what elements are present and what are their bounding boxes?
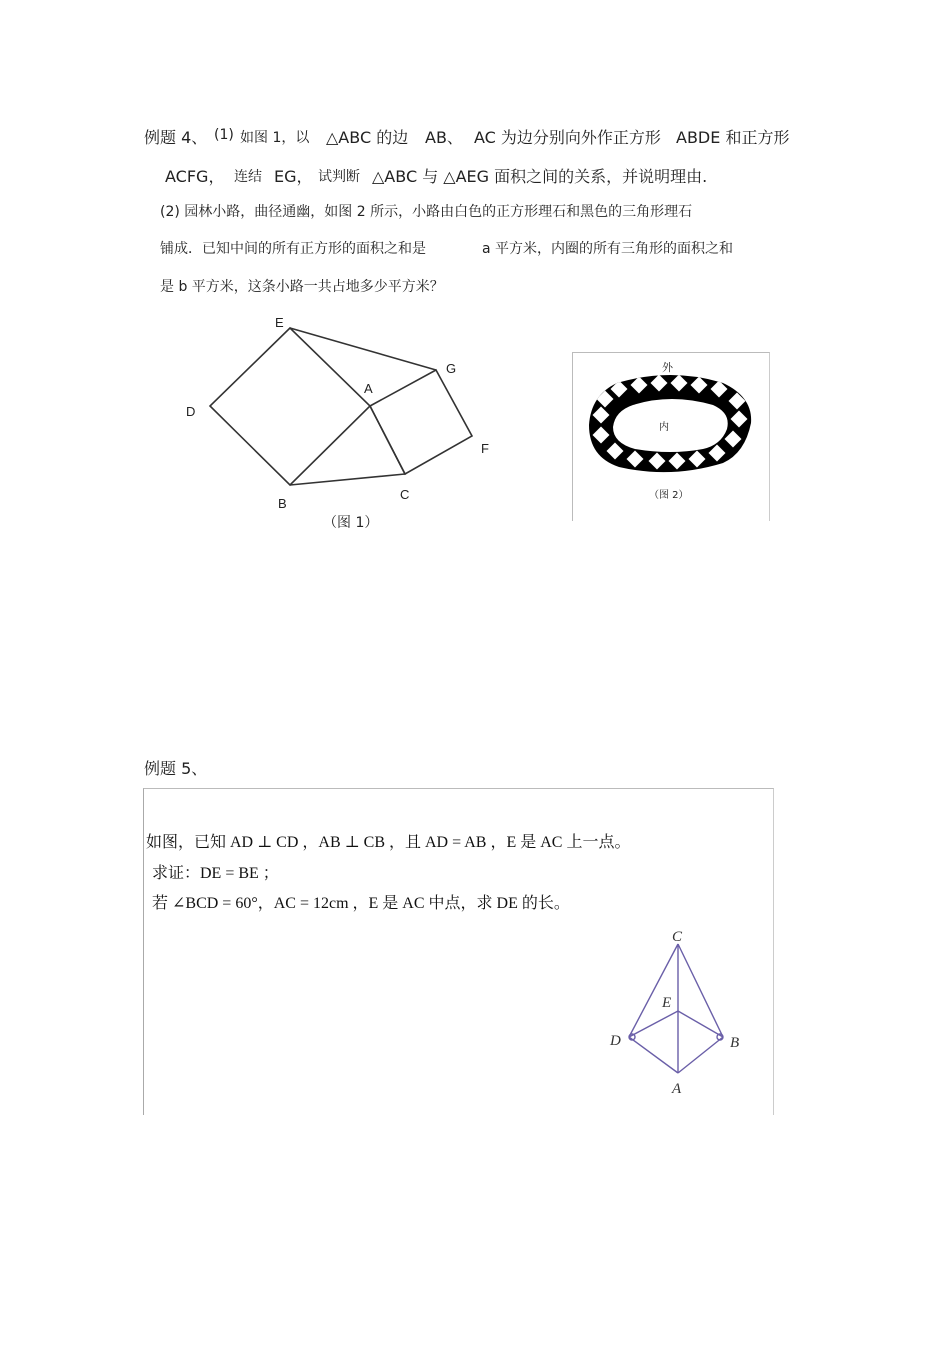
label-g: G (446, 361, 457, 376)
segment-cb (678, 944, 723, 1037)
example5-heading: 例题 5、 (144, 759, 208, 778)
garden-path-figure (573, 353, 769, 521)
label-inner: 内 (659, 422, 669, 433)
part1-triangle-text: △ABC 的边 (326, 128, 409, 147)
part2-line3: 是 b 平方米，这条小路一共占地多少平方米？ (160, 279, 444, 295)
part2-line2a: 铺成．已知中间的所有正方形的面积之和是 (160, 241, 426, 257)
label-b: B (730, 1035, 740, 1051)
label-d: D (610, 1033, 621, 1049)
segment-da (629, 1037, 678, 1073)
part1-ab: AB、 (425, 128, 463, 147)
kite-figure (599, 924, 749, 1099)
label-d: D (186, 404, 196, 419)
label-e: E (662, 995, 672, 1011)
figure1-caption: （图 1） (323, 515, 379, 531)
figure2-caption: （图 2） (649, 490, 689, 501)
segment-ba (678, 1037, 723, 1073)
example5-line2: 求证：DE = BE ； (152, 865, 279, 882)
example4-heading: 例题 4、 (144, 128, 208, 147)
label-c: C (400, 487, 410, 502)
line2-lianjie: 连结 (234, 169, 262, 185)
label-e: E (275, 315, 284, 330)
label-c: C (672, 929, 683, 945)
figure2-frame (572, 352, 770, 521)
square-abde (210, 328, 370, 485)
part2-line1: (2) 园林小路，曲径通幽，如图 2 所示，小路由白色的正方形理石和黑色的三角形理石 (160, 204, 693, 220)
line2-relation: △ABC 与 △AEG 面积之间的关系，并说明理由. (372, 167, 708, 186)
square-acfg (370, 370, 472, 474)
label-a: A (672, 1081, 682, 1097)
example5-line3: 若 ∠BCD = 60°，AC = 12cm ，E 是 AC 中点，求 DE 的长。 (152, 895, 570, 912)
segment-cd (629, 944, 678, 1037)
example5-image-frame (143, 788, 774, 1115)
line2-acfg: ACFG， (165, 167, 225, 186)
part1-abde: ABDE 和正方形 (676, 128, 790, 147)
figure1-geometry (170, 305, 510, 535)
part2-line2b: a 平方米，内圈的所有三角形的面积之和 (482, 241, 734, 257)
part1-ac: AC 为边分别向外作正方形 (474, 128, 661, 147)
part1-number: (1) (214, 127, 234, 143)
label-outer: 外 (662, 361, 673, 374)
part1-text: 如图 1，以 (240, 130, 310, 146)
line2-eg: EG， (274, 167, 313, 186)
label-f: F (481, 441, 489, 456)
label-a: A (364, 381, 373, 396)
line2-shipanduan: 试判断 (318, 169, 360, 185)
example5-line1: 如图，已知 AD ⊥ CD ，AB ⊥ CB ，且 AD = AB ，E 是 AC 上一点。 (146, 834, 631, 851)
label-b: B (278, 496, 287, 511)
triangle-abc-side (290, 406, 405, 485)
